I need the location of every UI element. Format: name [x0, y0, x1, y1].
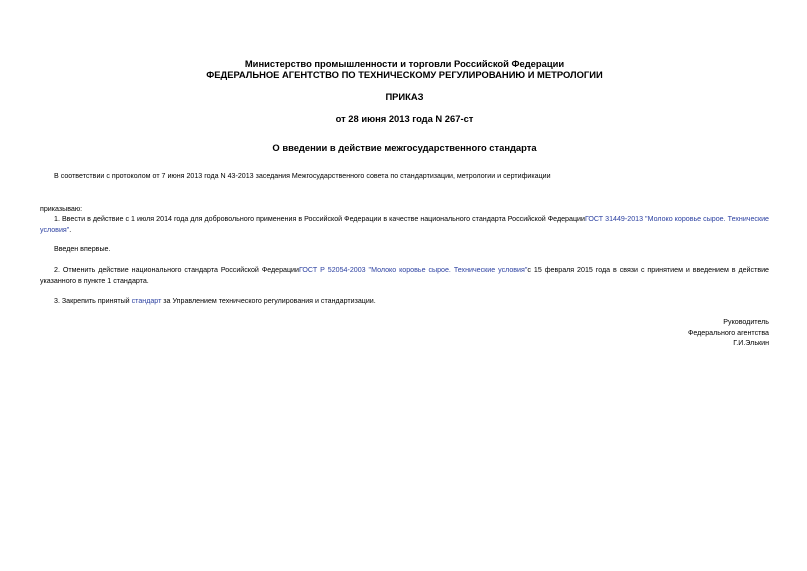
item-2-paragraph [40, 265, 769, 286]
item-1-paragraph [40, 214, 769, 235]
order-word: приказываю: [40, 205, 83, 213]
order-date-number: от 28 июня 2013 года N 267-ст [335, 113, 474, 124]
ministry-heading: Министерство промышленности и торговли Российской Федерации [244, 58, 565, 69]
signature-org: Федерального агентства [687, 328, 769, 337]
preamble-paragraph: В соответствии с протоколом от 7 июня 2013 года N 43-2013 заседания Межгосударственного совета по стандартизации, метрологии и сертификации [54, 172, 551, 180]
item-3-text: 3. Закрепить принятый [54, 297, 132, 305]
gost-r-52054-link[interactable]: ГОСТ Р 52054-2003 "Молоко коровье сырое. Технические условия" [298, 266, 528, 274]
order-subject: О введении в действие межгосударственного стандарта [272, 142, 537, 153]
item-2-tail: с 15 февраля 2015 года в связи с принятием и введением в действие указанного в пункте 1 стандарта. [40, 266, 769, 285]
standard-link[interactable]: стандарт [131, 297, 162, 305]
signature-name: Г.И.Элькин [733, 339, 769, 347]
gost-31449-link[interactable]: ГОСТ 31449-2013 "Молоко коровье сырое. Технические условия" [40, 215, 769, 234]
item-3-tail: за Управлением технического регулирования и стандартизации. [161, 297, 376, 305]
document-page [40, 0, 769, 571]
item-1-tail: . [69, 225, 72, 234]
item-2-text: 2. Отменить действие национального стандарта Российской Федерации [54, 266, 299, 274]
item-3-paragraph [40, 296, 769, 307]
item-1-note: Введен впервые. [54, 245, 111, 253]
item-1-text: 1. Ввести в действие с 1 июля 2014 года для добровольного применения в Российской Федерации в качестве национального стандарта Российской Федерации [54, 215, 585, 223]
order-title: ПРИКАЗ [385, 91, 424, 102]
signature-title: Руководитель [723, 318, 769, 326]
agency-heading: ФЕДЕРАЛЬНОЕ АГЕНТСТВО ПО ТЕХНИЧЕСКОМУ РЕГУЛИРОВАНИЮ И МЕТРОЛОГИИ [206, 69, 603, 80]
